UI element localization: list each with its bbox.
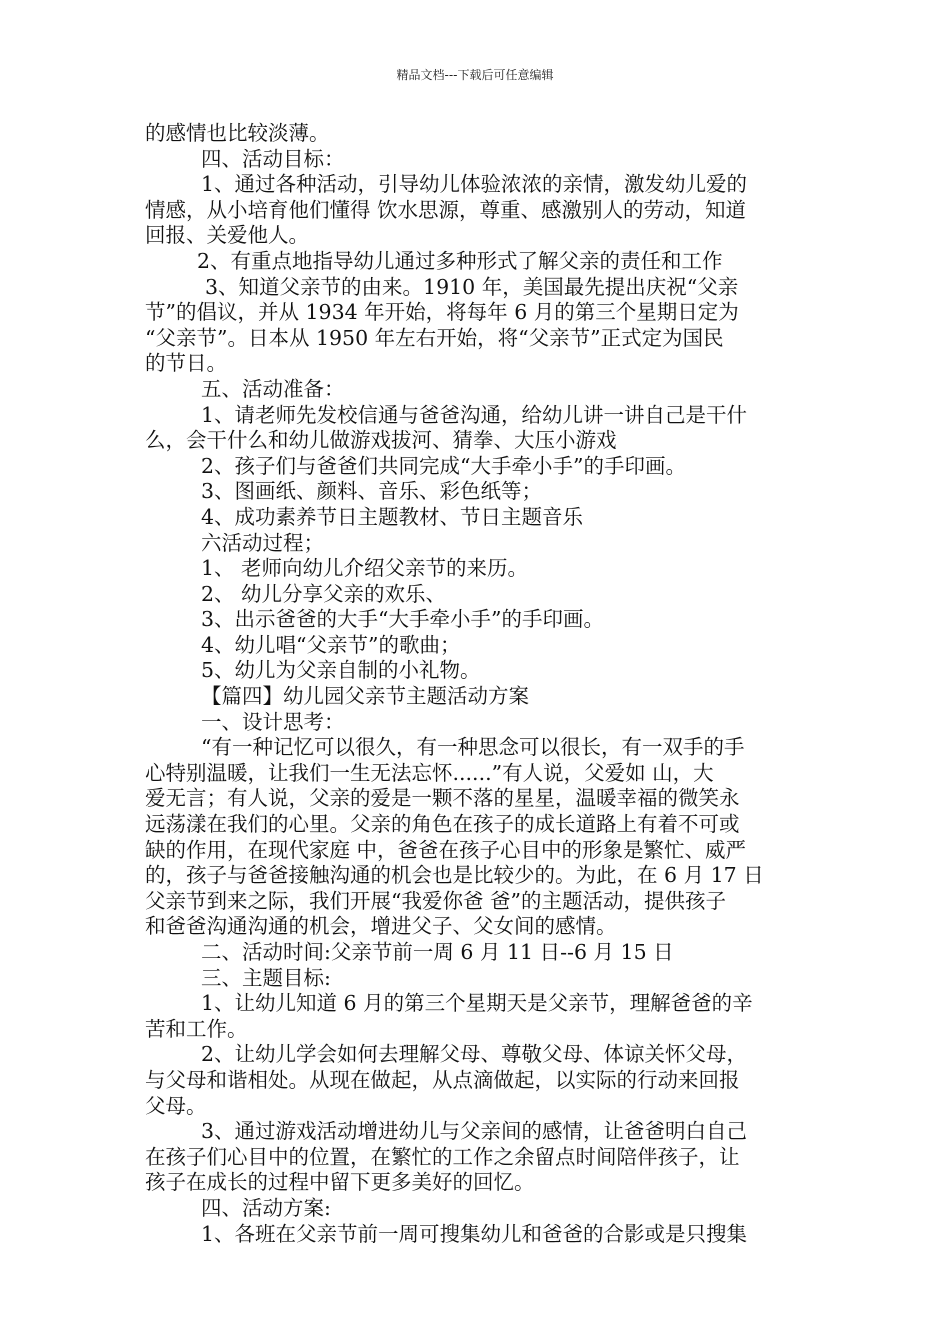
text-line: 父亲节到来之际，我们开展“我爱你爸 爸”的主题活动，提供孩子 (145, 888, 726, 913)
text-line: 的节日。 (145, 351, 227, 376)
text-line: 1、 老师向幼儿介绍父亲节的来历。 (201, 556, 529, 581)
text-line: 2、 幼儿分享父亲的欢乐、 (201, 581, 447, 606)
section-heading: 一、设计思考： (201, 709, 345, 734)
text-line: 2、让幼儿学会如何去理解父母、尊敬父母、体谅关怀父母， (201, 1042, 748, 1067)
text-line: 4、成功素养节日主题教材、节日主题音乐 (201, 504, 584, 529)
text-line: “父亲节”。日本从 1950 年左右开始，将“父亲节”正式定为国民 (145, 325, 724, 350)
text-line: 苦和工作。 (145, 1016, 248, 1041)
text-line: 心特别温暖，让我们一生无法忘怀......”有人说，父爱如 山，大 (145, 760, 714, 785)
text-line: 1、通过各种活动，引导幼儿体验浓浓的亲情，激发幼儿爱的 (201, 172, 748, 197)
text-line: 缺的作用，在现代家庭 中，爸爸在孩子心目中的形象是繁忙、威严 (145, 837, 747, 862)
text-line: “有一种记忆可以很久，有一种思念可以很长，有一双手的手 (201, 735, 745, 760)
text-line: 情感，从小培育他们懂得 饮水思源，尊重、感激别人的劳动，知道 (145, 197, 747, 222)
page-header: 精品文档---下载后可任意编辑 (396, 68, 554, 82)
text-line: 回报、关爱他人。 (145, 223, 309, 248)
section-heading: 三、主题目标: (201, 965, 331, 990)
section-heading: 二、活动时间:父亲节前一周 6 月 11 日--6 月 15 日 (201, 940, 674, 964)
text-line: 2、有重点地指导幼儿通过多种形式了解父亲的责任和工作 (197, 248, 723, 273)
section-heading: 六活动过程； (201, 530, 324, 555)
article-title: 【篇四】幼儿园父亲节主题活动方案 (201, 684, 529, 709)
text-line: 在孩子们心目中的位置，在繁忙的工作之余留点时间陪伴孩子，让 (145, 1144, 740, 1169)
text-line: 3、通过游戏活动增进幼儿与父亲间的感情，让爸爸明白自己 (201, 1119, 748, 1144)
text-line: 节”的倡议，并从 1934 年开始，将每年 6 月的第三个星期日定为 (145, 300, 739, 325)
document-body (145, 121, 810, 1247)
text-line: 么，会干什么和幼儿做游戏拔河、猜拳、大压小游戏 (145, 428, 617, 453)
text-line: 1、各班在父亲节前一周可搜集幼儿和爸爸的合影或是只搜集 (201, 1221, 748, 1246)
text-line: 1、请老师先发校信通与爸爸沟通，给幼儿讲一讲自己是干什 (201, 402, 748, 427)
text-line: 3、出示爸爸的大手“大手牵小手”的手印画。 (201, 607, 605, 632)
text-line: 和爸爸沟通沟通的机会，增进父子、父女间的感情。 (145, 914, 617, 939)
text-line: 孩子在成长的过程中留下更多美好的回忆。 (145, 1170, 535, 1195)
section-heading: 五、活动准备： (201, 376, 345, 401)
text-line: 与父母和谐相处。从现在做起，从点滴做起，以实际的行动来回报 (145, 1067, 740, 1092)
text-line: 2、孩子们与爸爸们共同完成“大手牵小手”的手印画。 (201, 453, 687, 478)
text-line: 的，孩子与爸爸接触沟通的机会也是比较少的。为此，在 6 月 17 日 (145, 863, 764, 888)
section-heading: 四、活动方案: (201, 1195, 331, 1220)
text-line: 远荡漾在我们的心里。父亲的角色在孩子的成长道路上有着不可或 (145, 812, 740, 837)
text-line: 的感情也比较淡薄。 (145, 121, 330, 145)
text-line: 1、让幼儿知道 6 月的第三个星期天是父亲节，理解爸爸的辛 (201, 991, 753, 1016)
text-line: 4、幼儿唱“父亲节”的歌曲； (201, 632, 461, 657)
text-line: 3、知道父亲节的由来。1910 年，美国最先提出庆祝“父亲 (205, 274, 739, 299)
text-line: 3、图画纸、颜料、音乐、彩色纸等； (201, 479, 543, 504)
text-line: 爱无言；有人说，父亲的爱是一颗不落的星星，温暖幸福的微笑永 (145, 786, 740, 811)
section-heading: 四、活动目标： (201, 146, 345, 171)
text-line: 5、幼儿为父亲自制的小礼物。 (201, 658, 481, 683)
text-line: 父母。 (145, 1093, 207, 1118)
